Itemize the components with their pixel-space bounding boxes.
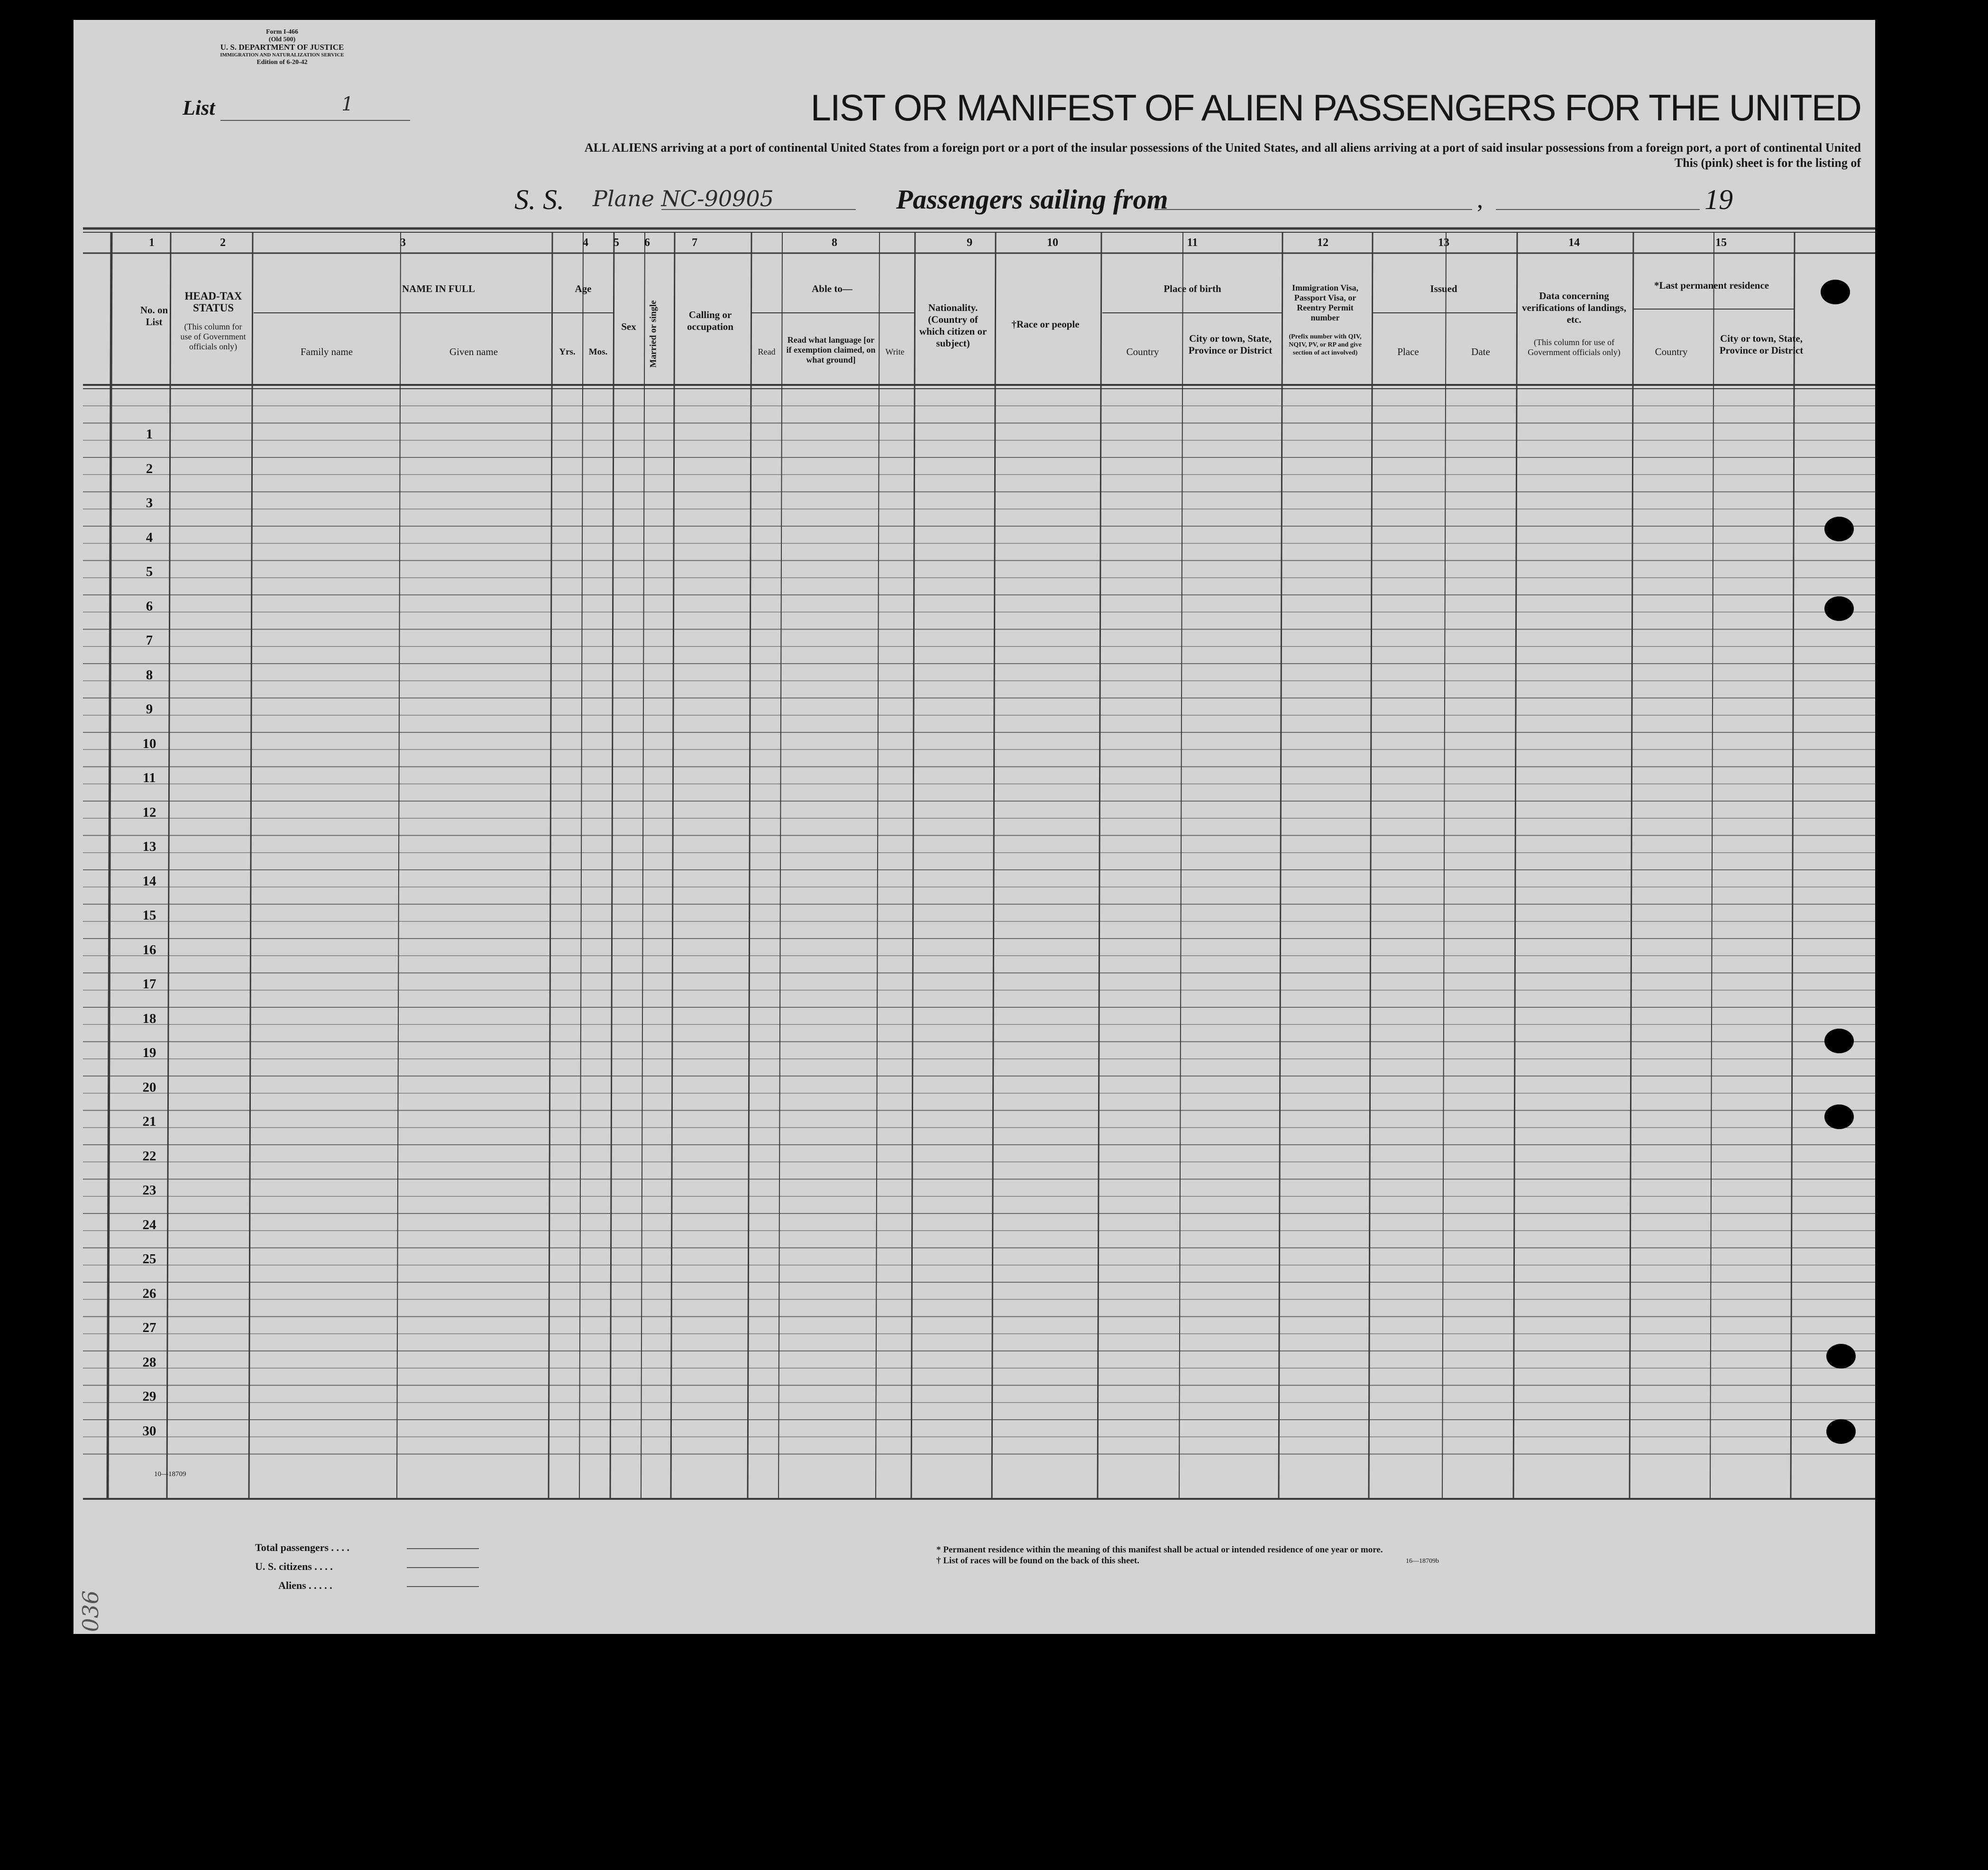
header-verifications-note: (This column for use of Government officials only) bbox=[1528, 338, 1621, 357]
row-number: 28 bbox=[142, 1355, 156, 1370]
header-age-yrs: Yrs. bbox=[559, 347, 576, 357]
form-edition: Edition of 6-20-42 bbox=[257, 59, 308, 66]
column-divider bbox=[1442, 232, 1446, 1499]
row-number: 22 bbox=[142, 1149, 156, 1164]
list-number: 1 bbox=[341, 93, 354, 115]
margin-stamp: 036 bbox=[77, 1590, 103, 1632]
col-num-2: 2 bbox=[220, 237, 226, 249]
footnote-races: † List of races will be found on the back of this sheet. bbox=[936, 1556, 1140, 1566]
col-num-11: 11 bbox=[1187, 237, 1198, 249]
row-number: 12 bbox=[142, 805, 156, 820]
header-visa: Immigration Visa, Passport Visa, or Reentry Permit number bbox=[1292, 283, 1358, 322]
header-name-in-full: NAME IN FULL bbox=[402, 283, 475, 294]
column-divider bbox=[610, 232, 614, 1499]
punch-hole bbox=[1824, 517, 1854, 541]
sailing-from-label: Passengers sailing from bbox=[896, 184, 1168, 215]
header-residence-country: Country bbox=[1655, 346, 1688, 357]
form-grid bbox=[73, 20, 1875, 1634]
col-num-15: 15 bbox=[1715, 237, 1727, 249]
column-divider bbox=[641, 232, 645, 1499]
header-no-on-list: No. on List bbox=[140, 304, 168, 328]
row-number: 16 bbox=[142, 942, 156, 958]
header-birth-country: Country bbox=[1126, 346, 1159, 357]
row-number: 17 bbox=[142, 976, 156, 992]
form-old-number: (Old 500) bbox=[268, 36, 296, 43]
header-verifications: Data concerning verifications of landings, etc. bbox=[1522, 290, 1626, 325]
header-sex: Sex bbox=[621, 321, 636, 332]
header-age-mos: Mos. bbox=[588, 347, 608, 357]
header-married-or-single: Married or single bbox=[648, 300, 659, 368]
punch-hole bbox=[1821, 280, 1850, 304]
row-number: 23 bbox=[142, 1183, 156, 1198]
row-number: 8 bbox=[146, 667, 153, 683]
header-head-tax-note: (This column for use of Government officials only) bbox=[180, 322, 246, 351]
column-divider bbox=[779, 232, 782, 1499]
header-birth-city: City or town, State, Province or District bbox=[1188, 333, 1273, 356]
row-number: 19 bbox=[142, 1045, 156, 1060]
print-code-right: 16—18709b bbox=[1406, 1558, 1439, 1565]
ss-vessel-name: Plane NC-90905 bbox=[593, 186, 774, 211]
col-num-4: 4 bbox=[583, 237, 588, 249]
column-divider bbox=[911, 232, 915, 1499]
row-number: 29 bbox=[142, 1389, 156, 1404]
row-number: 20 bbox=[142, 1080, 156, 1095]
column-divider bbox=[1630, 232, 1633, 1499]
column-divider bbox=[1279, 232, 1283, 1499]
col-num-7: 7 bbox=[692, 237, 697, 249]
header-issued: Issued bbox=[1430, 283, 1457, 294]
header-race: †Race or people bbox=[1011, 319, 1080, 330]
column-divider bbox=[992, 232, 996, 1499]
row-number: 1 bbox=[146, 427, 153, 442]
header-place-of-birth: Place of birth bbox=[1163, 283, 1221, 294]
punch-hole bbox=[1824, 1029, 1854, 1053]
column-divider bbox=[1710, 232, 1714, 1499]
header-last-residence: *Last permanent residence bbox=[1654, 280, 1769, 291]
header-issued-place: Place bbox=[1397, 346, 1419, 357]
column-divider bbox=[876, 232, 879, 1499]
column-divider bbox=[1179, 232, 1183, 1499]
row-number: 4 bbox=[146, 530, 153, 545]
column-divider bbox=[549, 232, 552, 1499]
row-number: 27 bbox=[142, 1320, 156, 1335]
row-number: 25 bbox=[142, 1251, 156, 1267]
form-number: Form I-466 bbox=[266, 28, 299, 36]
punch-hole bbox=[1826, 1344, 1856, 1368]
row-number: 10 bbox=[142, 736, 156, 751]
year-label: 19 bbox=[1704, 184, 1733, 215]
col-num-1: 1 bbox=[149, 237, 155, 249]
manifest-sheet bbox=[73, 20, 1875, 1634]
total-passengers-label: Total passengers . . . . bbox=[255, 1542, 350, 1553]
column-divider bbox=[1791, 232, 1795, 1499]
subtitle-line-2: This (pink) sheet is for the listing of bbox=[1674, 156, 1861, 170]
row-number: 6 bbox=[146, 599, 153, 614]
header-visa-note: (Prefix number with QIV, NQIV, PV, or RP and give section of act involved) bbox=[1289, 333, 1362, 356]
column-divider bbox=[167, 232, 171, 1499]
footnote-permanent-residence: * Permanent residence within the meaning of this manifest shall be actual or intended residence of one year or more. bbox=[936, 1545, 1383, 1555]
row-number: 11 bbox=[143, 770, 156, 785]
page-title: LIST OR MANIFEST OF ALIEN PASSENGERS FOR THE UNITED bbox=[810, 87, 1861, 128]
punch-hole bbox=[1826, 1419, 1856, 1444]
row-number: 13 bbox=[142, 839, 156, 854]
column-divider bbox=[1513, 232, 1517, 1499]
col-num-5: 5 bbox=[614, 237, 619, 249]
sailing-comma: , bbox=[1477, 186, 1483, 213]
column-divider bbox=[1098, 232, 1101, 1499]
col-num-13: 13 bbox=[1438, 237, 1449, 249]
header-given-name: Given name bbox=[449, 346, 498, 357]
col-num-10: 10 bbox=[1047, 237, 1058, 249]
header-issued-date: Date bbox=[1471, 346, 1490, 357]
header-residence-city: City or town, State, Province or District bbox=[1719, 333, 1804, 356]
ss-label: S. S. bbox=[514, 184, 564, 215]
row-number: 5 bbox=[146, 564, 153, 579]
column-divider bbox=[108, 232, 111, 1499]
row-number: 18 bbox=[142, 1011, 156, 1026]
row-number: 7 bbox=[146, 633, 153, 648]
row-number: 24 bbox=[142, 1217, 156, 1232]
header-family-name: Family name bbox=[300, 346, 353, 357]
header-age: Age bbox=[575, 283, 592, 294]
header-read: Read bbox=[758, 347, 776, 356]
col-num-3: 3 bbox=[400, 237, 406, 249]
column-divider bbox=[579, 232, 583, 1499]
header-able-to: Able to— bbox=[812, 283, 852, 294]
punch-hole bbox=[1824, 596, 1854, 621]
row-number: 21 bbox=[142, 1114, 156, 1129]
col-num-12: 12 bbox=[1317, 237, 1328, 249]
us-citizens-label: U. S. citizens . . . . bbox=[255, 1560, 333, 1572]
header-write: Write bbox=[885, 347, 905, 356]
col-num-6: 6 bbox=[644, 237, 650, 249]
row-number: 26 bbox=[142, 1286, 156, 1301]
row-number: 15 bbox=[142, 908, 156, 923]
header-nationality: Nationality. (Country of which citizen or subject) bbox=[919, 302, 987, 349]
column-divider bbox=[1369, 232, 1373, 1499]
print-code-left: 10—18709 bbox=[154, 1470, 186, 1478]
punch-hole bbox=[1824, 1104, 1854, 1129]
header-head-tax: HEAD-TAX STATUS bbox=[184, 290, 242, 314]
department-name: U. S. DEPARTMENT OF JUSTICE bbox=[220, 43, 344, 52]
service-name: IMMIGRATION AND NATURALIZATION SERVICE bbox=[220, 52, 344, 58]
col-num-14: 14 bbox=[1568, 237, 1580, 249]
row-number: 9 bbox=[146, 702, 153, 717]
header-read-language: Read what language [or if exemption claimed, on what ground] bbox=[786, 335, 876, 365]
column-divider bbox=[249, 232, 253, 1499]
col-num-9: 9 bbox=[967, 237, 972, 249]
col-num-8: 8 bbox=[832, 237, 837, 249]
list-label: List bbox=[183, 96, 215, 119]
subtitle-line-1: ALL ALIENS arriving at a port of continental United States from a foreign port or a port of the insular possessions of the United States, and all aliens arriving at a port of said insular possessions from a foreign port, a port of continental United bbox=[584, 141, 1861, 155]
row-number: 3 bbox=[146, 495, 153, 511]
column-divider bbox=[748, 232, 751, 1499]
form-header bbox=[211, 28, 353, 66]
row-number: 30 bbox=[142, 1423, 156, 1439]
header-calling: Calling or occupation bbox=[687, 309, 733, 332]
row-number: 14 bbox=[142, 874, 156, 889]
aliens-label: Aliens . . . . . bbox=[278, 1579, 332, 1591]
column-divider bbox=[397, 232, 401, 1499]
column-divider bbox=[671, 232, 675, 1499]
row-number: 2 bbox=[146, 461, 153, 476]
